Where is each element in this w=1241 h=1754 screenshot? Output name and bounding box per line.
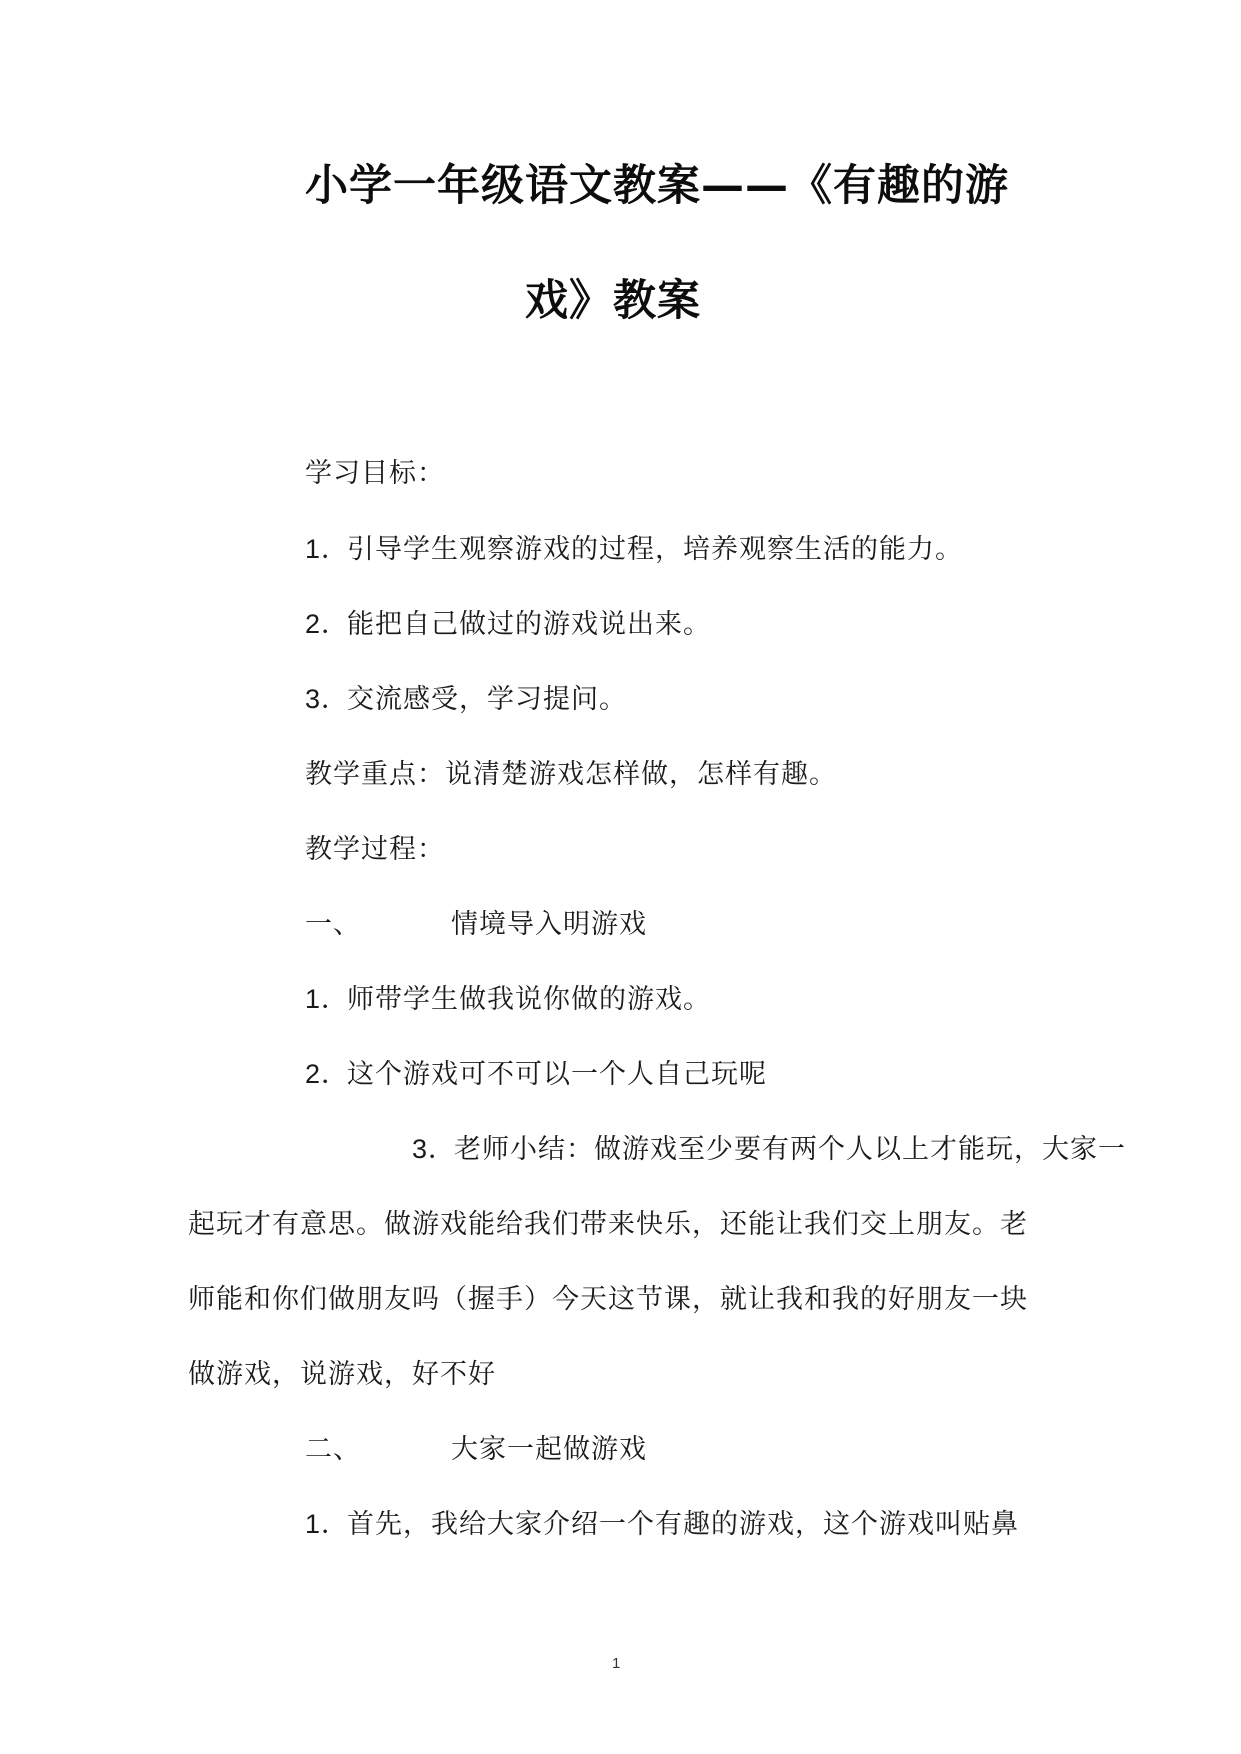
section1-item bbox=[412, 1127, 1126, 1166]
paragraph-line: 起玩才有意思。做游戏能给我们带来快乐，还能让我们交上朋友。老 bbox=[188, 1209, 1028, 1240]
list-number: 1． bbox=[305, 534, 350, 564]
section-title: 情境导入明游戏 bbox=[451, 909, 647, 940]
list-text: 能把自己做过的游戏说出来。 bbox=[347, 609, 711, 640]
document-title-line-2: 戏》教案 bbox=[525, 276, 701, 326]
list-number: 2． bbox=[305, 1059, 350, 1089]
section-heading-2 bbox=[305, 1427, 647, 1466]
section-number: 一、 bbox=[305, 909, 361, 940]
objective-item bbox=[305, 527, 963, 566]
objective-item bbox=[305, 677, 627, 716]
paragraph-line: 师能和你们做朋友吗（握手）今天这节课，就让我和我的好朋友一块 bbox=[188, 1284, 1028, 1315]
section1-item bbox=[305, 977, 711, 1016]
process-label: 教学过程： bbox=[305, 834, 445, 865]
section-title: 大家一起做游戏 bbox=[451, 1434, 647, 1465]
list-number: 2． bbox=[305, 609, 350, 639]
section1-item bbox=[305, 1052, 767, 1091]
objective-item bbox=[305, 602, 711, 641]
list-text: 这个游戏可不可以一个人自己玩呢 bbox=[347, 1059, 767, 1090]
objectives-label: 学习目标： bbox=[305, 458, 445, 489]
document-title-line-1: 小学一年级语文教案——《有趣的游 bbox=[305, 161, 1009, 211]
key-point: 教学重点：说清楚游戏怎样做，怎样有趣。 bbox=[305, 759, 837, 790]
list-number: 1． bbox=[305, 984, 350, 1014]
page-number: 1 bbox=[612, 1655, 621, 1672]
section2-item bbox=[305, 1502, 1019, 1541]
list-number: 1． bbox=[305, 1509, 350, 1539]
list-text: 交流感受，学习提问。 bbox=[347, 684, 627, 715]
list-text: 老师小结：做游戏至少要有两个人以上才能玩，大家一 bbox=[454, 1134, 1126, 1165]
list-text: 师带学生做我说你做的游戏。 bbox=[347, 984, 711, 1015]
section-number: 二、 bbox=[305, 1434, 361, 1465]
list-text: 引导学生观察游戏的过程，培养观察生活的能力。 bbox=[347, 534, 963, 565]
paragraph-line: 做游戏，说游戏，好不好 bbox=[188, 1359, 496, 1390]
list-number: 3． bbox=[412, 1134, 457, 1164]
list-number: 3． bbox=[305, 684, 350, 714]
section-heading-1 bbox=[305, 902, 647, 941]
list-text: 首先，我给大家介绍一个有趣的游戏，这个游戏叫贴鼻 bbox=[347, 1509, 1019, 1540]
